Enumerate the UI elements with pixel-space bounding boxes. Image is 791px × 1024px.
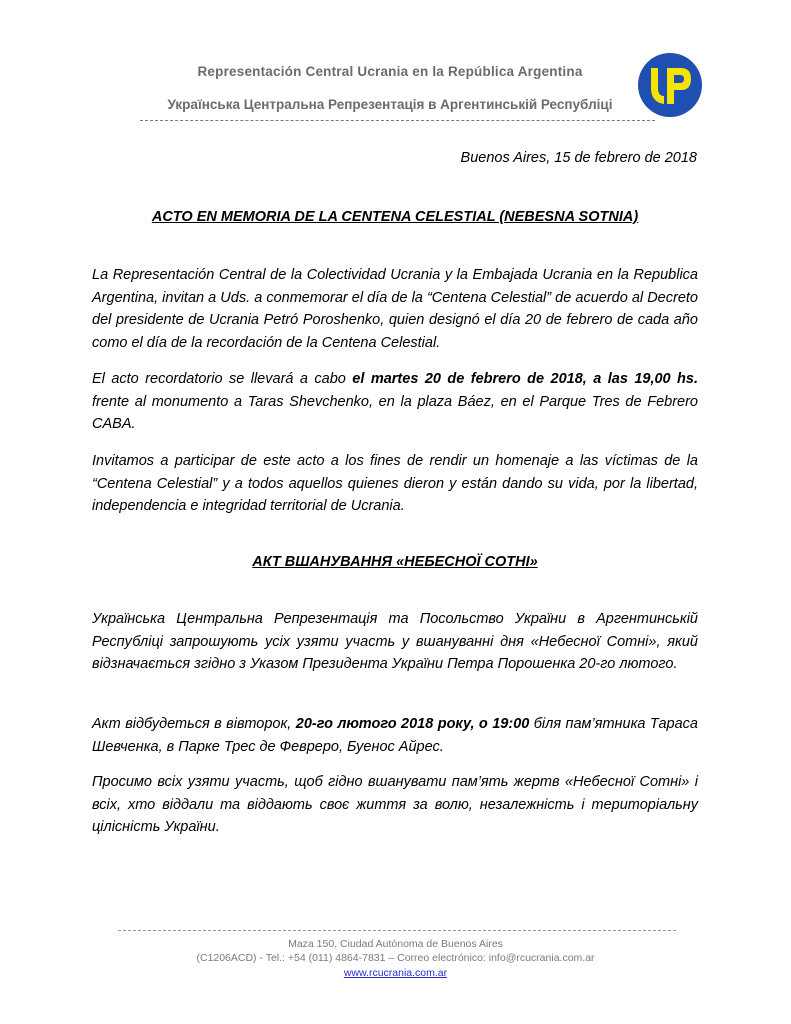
organization-logo	[637, 52, 703, 118]
spanish-paragraph-3: Invitamos a participar de este acto a los fines de rendir un homenaje a las víctimas de la “Centena Celestial” y a todos aquellos quienes dieron y están dando su vida, por la libertad, independencia e integridad territorial de Ucrania.	[92, 453, 698, 514]
header-divider	[140, 120, 655, 121]
spanish-paragraph-2	[92, 368, 698, 436]
ukrainian-section-title: АКТ ВШАНУВАННЯ «НЕБЕСНОЇ СОТНІ»	[252, 554, 538, 570]
header-title-ukrainian: Українська Центральна Репрезентація в Аргентинській Республіці	[167, 97, 613, 112]
document-date: Buenos Aires, 15 de febrero de 2018	[460, 150, 697, 166]
ukrainian-paragraph-2	[92, 713, 698, 758]
ukrainian-paragraph-3: Просимо всіх узяти участь, щоб гідно вшанувати пам’ять жертв «Небесної Сотні» і всіх, хто віддали та віддають своє життя за волю, незалежність і територіальну цілісність України.	[92, 774, 698, 835]
ukrainian-paragraph-1: Українська Центральна Репрезентація та Посольство України в Аргентинській Республіці запрошують усіх узяти участь у вшануванні дня «Небесної Сотні», який відзначається згідно з Указом Президента України Петра Порошенка 20-го лютого.	[92, 611, 698, 672]
ukrainian-p2-text-start: Акт відбудеться в вівторок,	[92, 716, 296, 732]
spanish-p2-text-start: El acto recordatorio se llevará a cabo	[92, 371, 353, 387]
footer-contact: (C1206ACD) - Tel.: +54 (011) 4864-7831 – Correo electrónico: info@rcucrania.com.ar	[196, 952, 595, 964]
footer-divider	[118, 930, 676, 931]
ukrainian-p2-text-end: біля пам’ятника Тараса Шевченка, в Парке Трес де Февреро, Буенос Айрес.	[92, 716, 698, 755]
spanish-paragraph-1: La Representación Central de la Colectividad Ucrania y la Embajada Ucrania en la Republica Argentina, invitan a Uds. a conmemorar el día de la “Centena Celestial” de acuerdo al Decreto del presidente de Ucrania Petró Poroshenko, quien designó el día 20 de febrero de cada año como el día de la recordación de la Centena Celestial.	[92, 267, 698, 351]
spanish-section-title: ACTO EN MEMORIA DE LA CENTENA CELESTIAL (NEBESNA SOTNIA)	[151, 209, 639, 225]
footer-website-link[interactable]: www.rcucrania.com.ar	[343, 967, 448, 979]
spanish-p2-event-datetime: el martes 20 de febrero de 2018, a las 19,00 hs.	[352, 371, 699, 387]
footer-address: Maza 150, Ciudad Autónoma de Buenos Aires	[288, 938, 503, 950]
spanish-p2-text-end: frente al monumento a Taras Shevchenko, en la plaza Báez, en el Parque Tres de Febrero CABA.	[92, 393, 698, 432]
ukrainian-p2-event-datetime: 20-го лютого 2018 року, о 19:00	[295, 716, 530, 732]
header-title-spanish: Representación Central Ucrania en la República Argentina	[197, 64, 583, 79]
